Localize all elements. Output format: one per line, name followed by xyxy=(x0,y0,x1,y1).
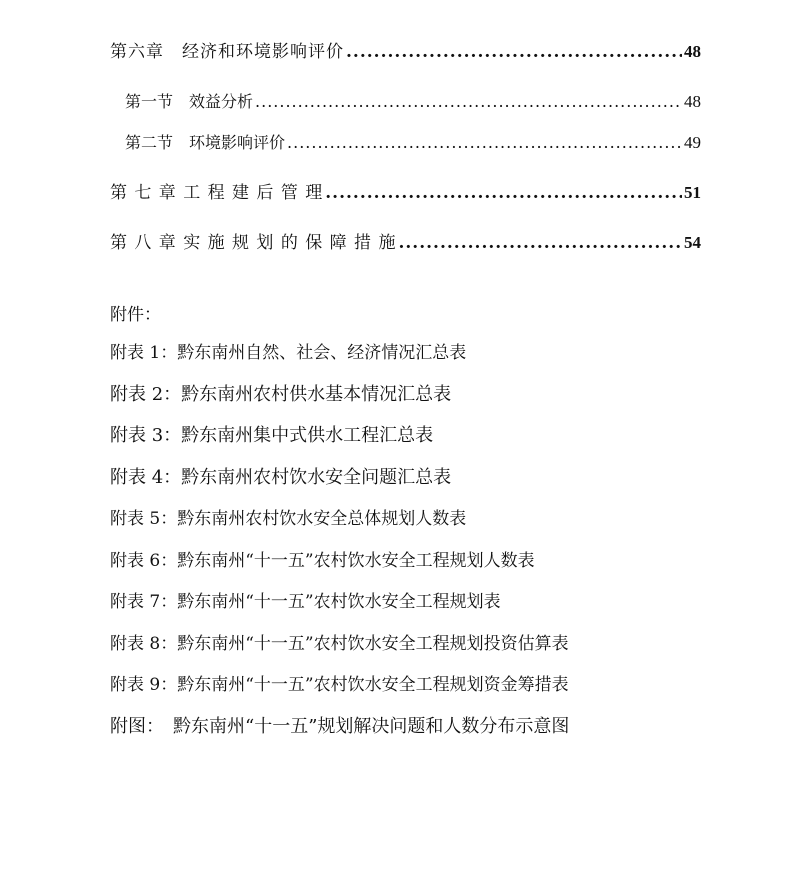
toc-page-number: 48 xyxy=(684,42,701,61)
appendix-item: 附表 1：黔东南州自然、社会、经济情况汇总表 xyxy=(110,343,467,363)
appendix-item: 附表 9：黔东南州“十一五”农村饮水安全工程规划资金筹措表 xyxy=(110,675,569,695)
toc-page-number: 49 xyxy=(684,133,701,152)
appendix-list xyxy=(110,340,569,755)
appendix-item: 附表 2：黔东南州农村供水基本情况汇总表 xyxy=(110,383,452,405)
toc-dot-leader xyxy=(325,180,682,206)
toc-dot-leader xyxy=(346,39,682,65)
toc-page-number: 54 xyxy=(684,233,701,252)
appendix-item: 附表 4：黔东南州农村饮水安全问题汇总表 xyxy=(110,466,452,488)
appendix-item: 附表 6：黔东南州“十一五”农村饮水安全工程规划人数表 xyxy=(110,550,535,571)
appendix-heading: 附件： xyxy=(110,305,161,325)
appendix-item: 附表 5：黔东南州农村饮水安全总体规划人数表 xyxy=(110,509,467,529)
appendix-item: 附表 8：黔东南州“十一五”农村饮水安全工程规划投资估算表 xyxy=(110,633,569,654)
toc-entry-chapter-6[interactable] xyxy=(110,39,701,65)
toc-page-number: 51 xyxy=(684,183,701,202)
toc-entry-label: 第 七 章 工 程 建 后 管 理 xyxy=(110,183,324,203)
toc-entry-label: 第二节 环境影响评价 xyxy=(125,133,286,152)
toc-dot-leader xyxy=(398,230,682,256)
toc-entry-label: 第一节 效益分析 xyxy=(125,92,254,111)
toc-dot-leader xyxy=(255,89,682,115)
toc-entry-chapter-7[interactable] xyxy=(110,180,701,206)
toc-page-number: 48 xyxy=(684,92,701,111)
toc-entry-section-1[interactable] xyxy=(125,89,701,115)
toc-dot-leader xyxy=(287,130,682,156)
toc-entry-chapter-8[interactable] xyxy=(110,230,701,256)
toc-entry-label: 第六章 经济和环境影响评价 xyxy=(110,42,344,62)
appendix-item: 附图： 黔东南州“十一五”规划解决问题和人数分布示意图 xyxy=(110,715,570,737)
appendix-item: 附表 7：黔东南州“十一五”农村饮水安全工程规划表 xyxy=(110,592,501,612)
appendix-item: 附表 3：黔东南州集中式供水工程汇总表 xyxy=(110,425,434,446)
toc-entry-label: 第 八 章 实 施 规 划 的 保 障 措 施 xyxy=(110,233,397,253)
toc-entry-section-2[interactable] xyxy=(125,130,701,156)
